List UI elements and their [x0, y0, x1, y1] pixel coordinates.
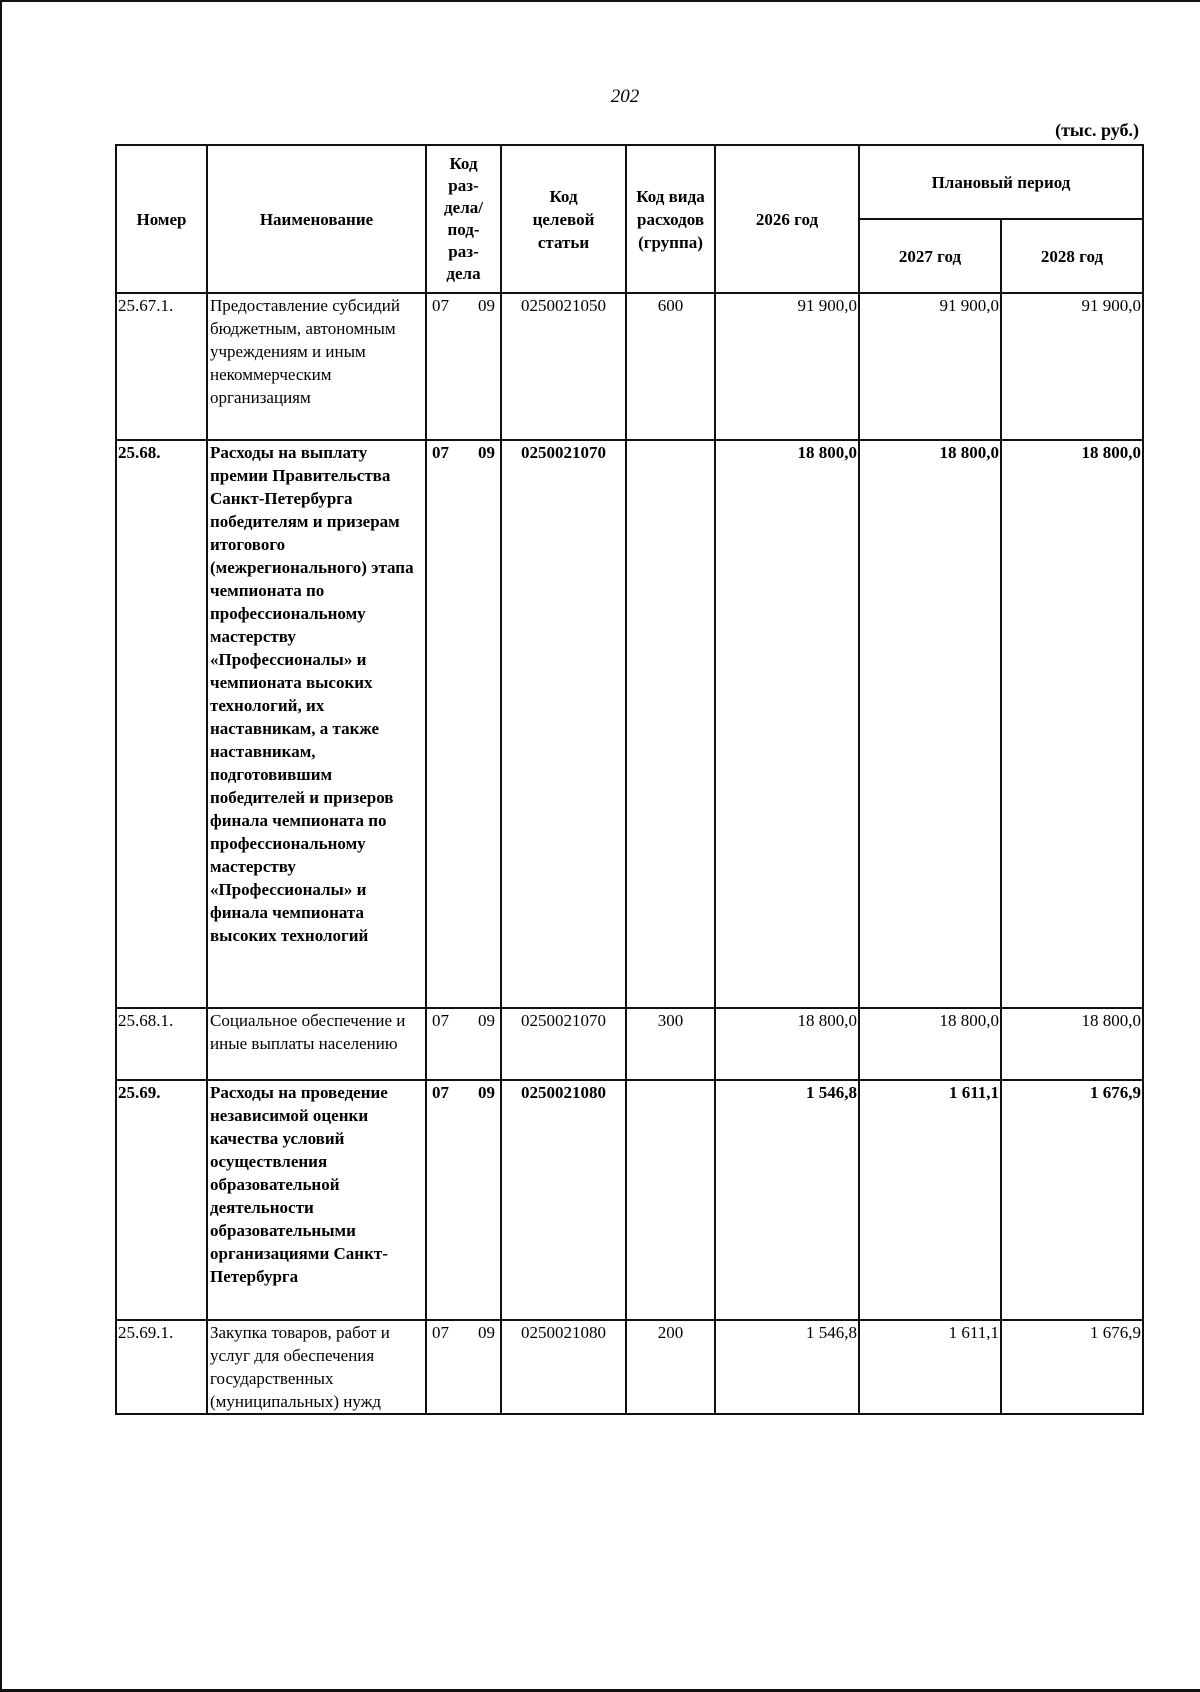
row-number: 25.67.1.	[116, 293, 207, 440]
row-razdel-code: 07	[432, 1011, 449, 1030]
header-number: Номер	[116, 145, 207, 293]
row-name: Расходы на выплату премии Правительства Санкт-Петербурга победителям и призерам итогового (межрегионального) этапа чемпионата по профессиональному мастерству «Профессионалы» и чемпионата высоких технологий, их наставникам, а также наставникам, подготовившим победителей и призеров финала чемпионата по профессиональному мастерству «Профессионалы» и финала чемпионата высоких технологий	[207, 440, 426, 1008]
row-podrazdel-code: 09	[478, 1323, 495, 1342]
row-amount-2027: 18 800,0	[859, 440, 1001, 1008]
row-number: 25.68.	[116, 440, 207, 1008]
row-amount-2026: 91 900,0	[715, 293, 859, 440]
row-razdel-code: 07	[432, 1323, 449, 1342]
row-amount-2028: 18 800,0	[1001, 1008, 1143, 1080]
row-razdel-code: 07	[432, 296, 449, 315]
row-expense-type: 200	[626, 1320, 715, 1414]
units-label: (тыс. руб.)	[1055, 120, 1139, 140]
row-name: Социальное обеспечение и иные выплаты населению	[207, 1008, 426, 1080]
table-row	[116, 440, 1143, 1008]
row-name: Закупка товаров, работ и услуг для обеспечения государственных (муниципальных) нужд	[207, 1320, 426, 1414]
row-target-code: 0250021070	[501, 1008, 626, 1080]
table-row	[116, 1008, 1143, 1080]
page-border-left	[0, 0, 2, 1692]
row-razdel	[426, 1080, 501, 1320]
header-target-line: Код	[549, 186, 578, 206]
row-expense-type: 600	[626, 293, 715, 440]
row-podrazdel-code: 09	[478, 1011, 495, 1030]
row-razdel	[426, 293, 501, 440]
header-expense-type	[626, 145, 715, 293]
header-razdel	[426, 145, 501, 293]
row-amount-2026: 1 546,8	[715, 1080, 859, 1320]
header-2028: 2028 год	[1001, 219, 1143, 293]
row-razdel-code: 07	[432, 443, 449, 462]
header-expense-line: расходов	[637, 209, 704, 229]
row-name: Расходы на проведение независимой оценки качества условий осуществления образовательной деятельности образовательными организациями Санкт-Петербурга	[207, 1080, 426, 1320]
header-target-line: статьи	[537, 232, 590, 252]
row-number: 25.69.	[116, 1080, 207, 1320]
row-razdel-code: 07	[432, 1083, 449, 1102]
row-razdel	[426, 1008, 501, 1080]
table-row	[116, 1080, 1143, 1320]
row-amount-2028: 1 676,9	[1001, 1320, 1143, 1414]
row-name: Предоставление субсидий бюджетным, автономным учреждениям и иным некоммерческим организациям	[207, 293, 426, 440]
row-target-code: 0250021070	[501, 440, 626, 1008]
row-amount-2027: 1 611,1	[859, 1320, 1001, 1414]
header-razdel-line: раз-	[448, 242, 479, 261]
row-amount-2026: 1 546,8	[715, 1320, 859, 1414]
table-row	[116, 293, 1143, 440]
row-amount-2026: 18 800,0	[715, 1008, 859, 1080]
header-target	[501, 145, 626, 293]
header-2027: 2027 год	[859, 219, 1001, 293]
table-row	[116, 1320, 1143, 1414]
header-razdel-line: раз-	[448, 176, 479, 195]
row-amount-2028: 1 676,9	[1001, 1080, 1143, 1320]
row-amount-2027: 1 611,1	[859, 1080, 1001, 1320]
row-amount-2028: 18 800,0	[1001, 440, 1143, 1008]
row-amount-2026: 18 800,0	[715, 440, 859, 1008]
header-razdel-line: дела/	[444, 198, 483, 217]
header-expense-line: (группа)	[638, 232, 703, 252]
row-amount-2028: 91 900,0	[1001, 293, 1143, 440]
row-target-code: 0250021080	[501, 1080, 626, 1320]
row-razdel	[426, 1320, 501, 1414]
header-razdel-line: Код	[449, 154, 478, 173]
budget-table	[115, 144, 1144, 1415]
row-podrazdel-code: 09	[478, 1083, 495, 1102]
row-target-code: 0250021050	[501, 293, 626, 440]
header-expense-line: Код вида	[636, 186, 705, 206]
header-razdel-line: дела	[446, 264, 481, 283]
header-target-line: целевой	[532, 209, 595, 229]
row-expense-type: 300	[626, 1008, 715, 1080]
row-podrazdel-code: 09	[478, 443, 495, 462]
header-razdel-line: под-	[447, 220, 480, 239]
row-podrazdel-code: 09	[478, 296, 495, 315]
row-expense-type	[626, 1080, 715, 1320]
row-number: 25.68.1.	[116, 1008, 207, 1080]
row-amount-2027: 18 800,0	[859, 1008, 1001, 1080]
row-razdel	[426, 440, 501, 1008]
row-amount-2027: 91 900,0	[859, 293, 1001, 440]
page-border-top	[0, 0, 1200, 2]
row-number: 25.69.1.	[116, 1320, 207, 1414]
header-name: Наименование	[207, 145, 426, 293]
page-number: 202	[610, 86, 640, 107]
header-2026: 2026 год	[715, 145, 859, 293]
row-target-code: 0250021080	[501, 1320, 626, 1414]
row-expense-type	[626, 440, 715, 1008]
header-planned-period: Плановый период	[859, 145, 1143, 219]
